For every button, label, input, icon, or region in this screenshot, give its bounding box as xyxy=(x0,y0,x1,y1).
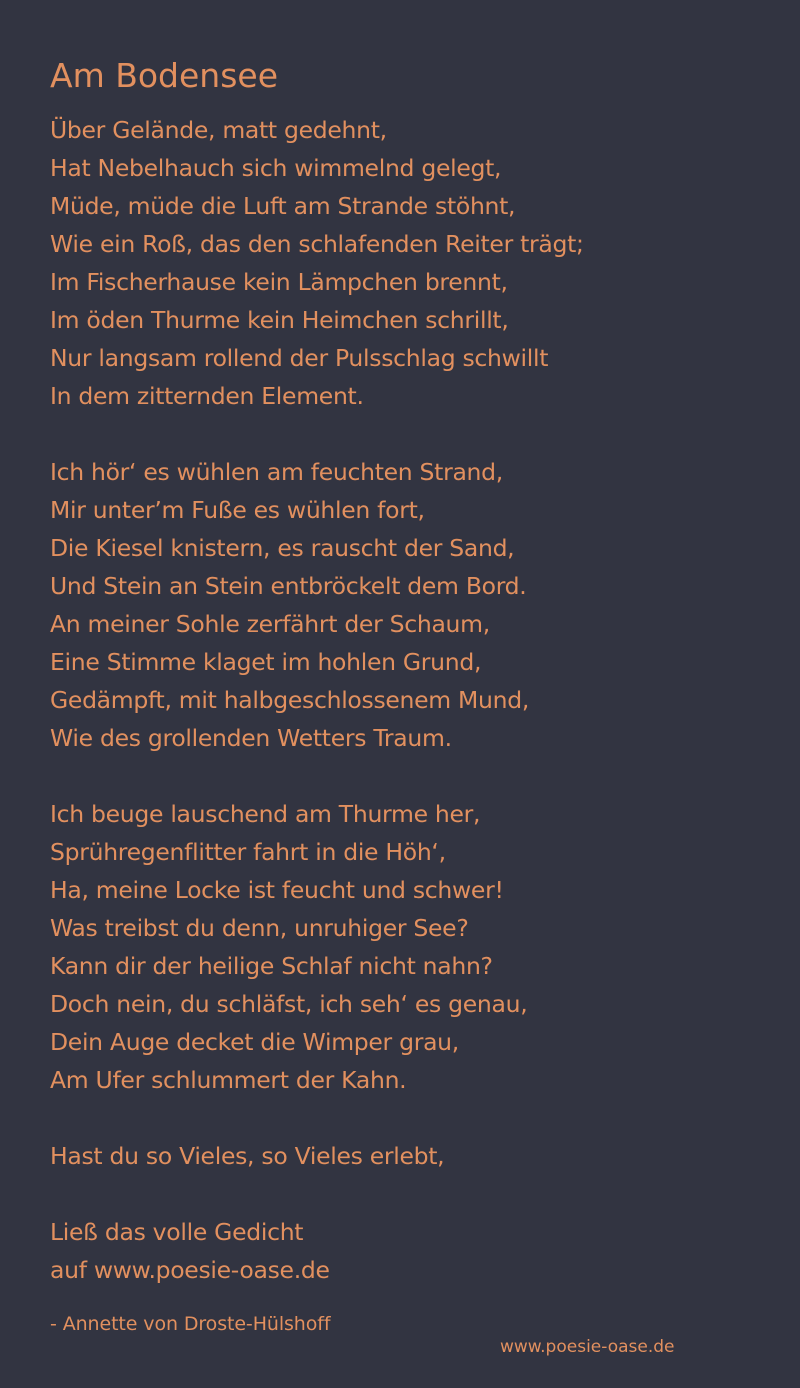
poem-line: Ich hör‘ es wühlen am feuchten Strand, xyxy=(50,458,503,486)
read-more-link-line: auf www.poesie-oase.de xyxy=(50,1256,330,1284)
poem-line: In dem zitternden Element. xyxy=(50,382,364,410)
stanza-4 xyxy=(50,1137,770,1175)
poem-title: Am Bodensee xyxy=(50,56,279,95)
poem-line: Ich beuge lauschend am Thurme her, xyxy=(50,800,481,828)
poem-line: Wie des grollenden Wetters Traum. xyxy=(50,724,452,752)
poem-line: Im Fischerhause kein Lämpchen brennt, xyxy=(50,268,508,296)
stanza-3 xyxy=(50,795,770,1099)
poem-line: Gedämpft, mit halbgeschlossenem Mund, xyxy=(50,686,530,714)
read-more-note xyxy=(50,1213,770,1289)
poem-line: Nur langsam rollend der Pulsschlag schwillt xyxy=(50,344,549,372)
poem-line: Ha, meine Locke ist feucht und schwer! xyxy=(50,876,504,904)
read-more-line: Ließ das volle Gedicht xyxy=(50,1218,304,1246)
poem-line: Kann dir der heilige Schlaf nicht nahn? xyxy=(50,952,493,980)
poem-line: Was treibst du denn, unruhiger See? xyxy=(50,914,469,942)
poem-line: Die Kiesel knistern, es rauscht der Sand, xyxy=(50,534,515,562)
poem-line: Hast du so Vieles, so Vieles erlebt, xyxy=(50,1142,445,1170)
poem-line: Im öden Thurme kein Heimchen schrillt, xyxy=(50,306,509,334)
poem-line: Dein Auge decket die Wimper grau, xyxy=(50,1028,459,1056)
poem-line: Hat Nebelhauch sich wimmelnd gelegt, xyxy=(50,154,502,182)
poem-line: Über Gelände, matt gedehnt, xyxy=(50,116,387,144)
poem-line: Am Ufer schlummert der Kahn. xyxy=(50,1066,407,1094)
poem-line: Wie ein Roß, das den schlafenden Reiter trägt; xyxy=(50,230,584,258)
stanza-2 xyxy=(50,453,770,757)
poem-body xyxy=(50,111,770,1327)
poem-line: Doch nein, du schläfst, ich seh‘ es genau, xyxy=(50,990,528,1018)
poem-line: Eine Stimme klaget im hohlen Grund, xyxy=(50,648,482,676)
poem-line: Und Stein an Stein entbröckelt dem Bord. xyxy=(50,572,527,600)
poem-line: An meiner Sohle zerfährt der Schaum, xyxy=(50,610,490,638)
poem-line: Müde, müde die Luft am Strande stöhnt, xyxy=(50,192,516,220)
stanza-1 xyxy=(50,111,770,415)
poem-line: Mir unter’m Fuße es wühlen fort, xyxy=(50,496,425,524)
site-watermark: www.poesie-oase.de xyxy=(500,1337,675,1357)
poem-author: - Annette von Droste-Hülshoff xyxy=(50,1313,331,1335)
poem-line: Sprühregenflitter fahrt in die Höh‘, xyxy=(50,838,446,866)
